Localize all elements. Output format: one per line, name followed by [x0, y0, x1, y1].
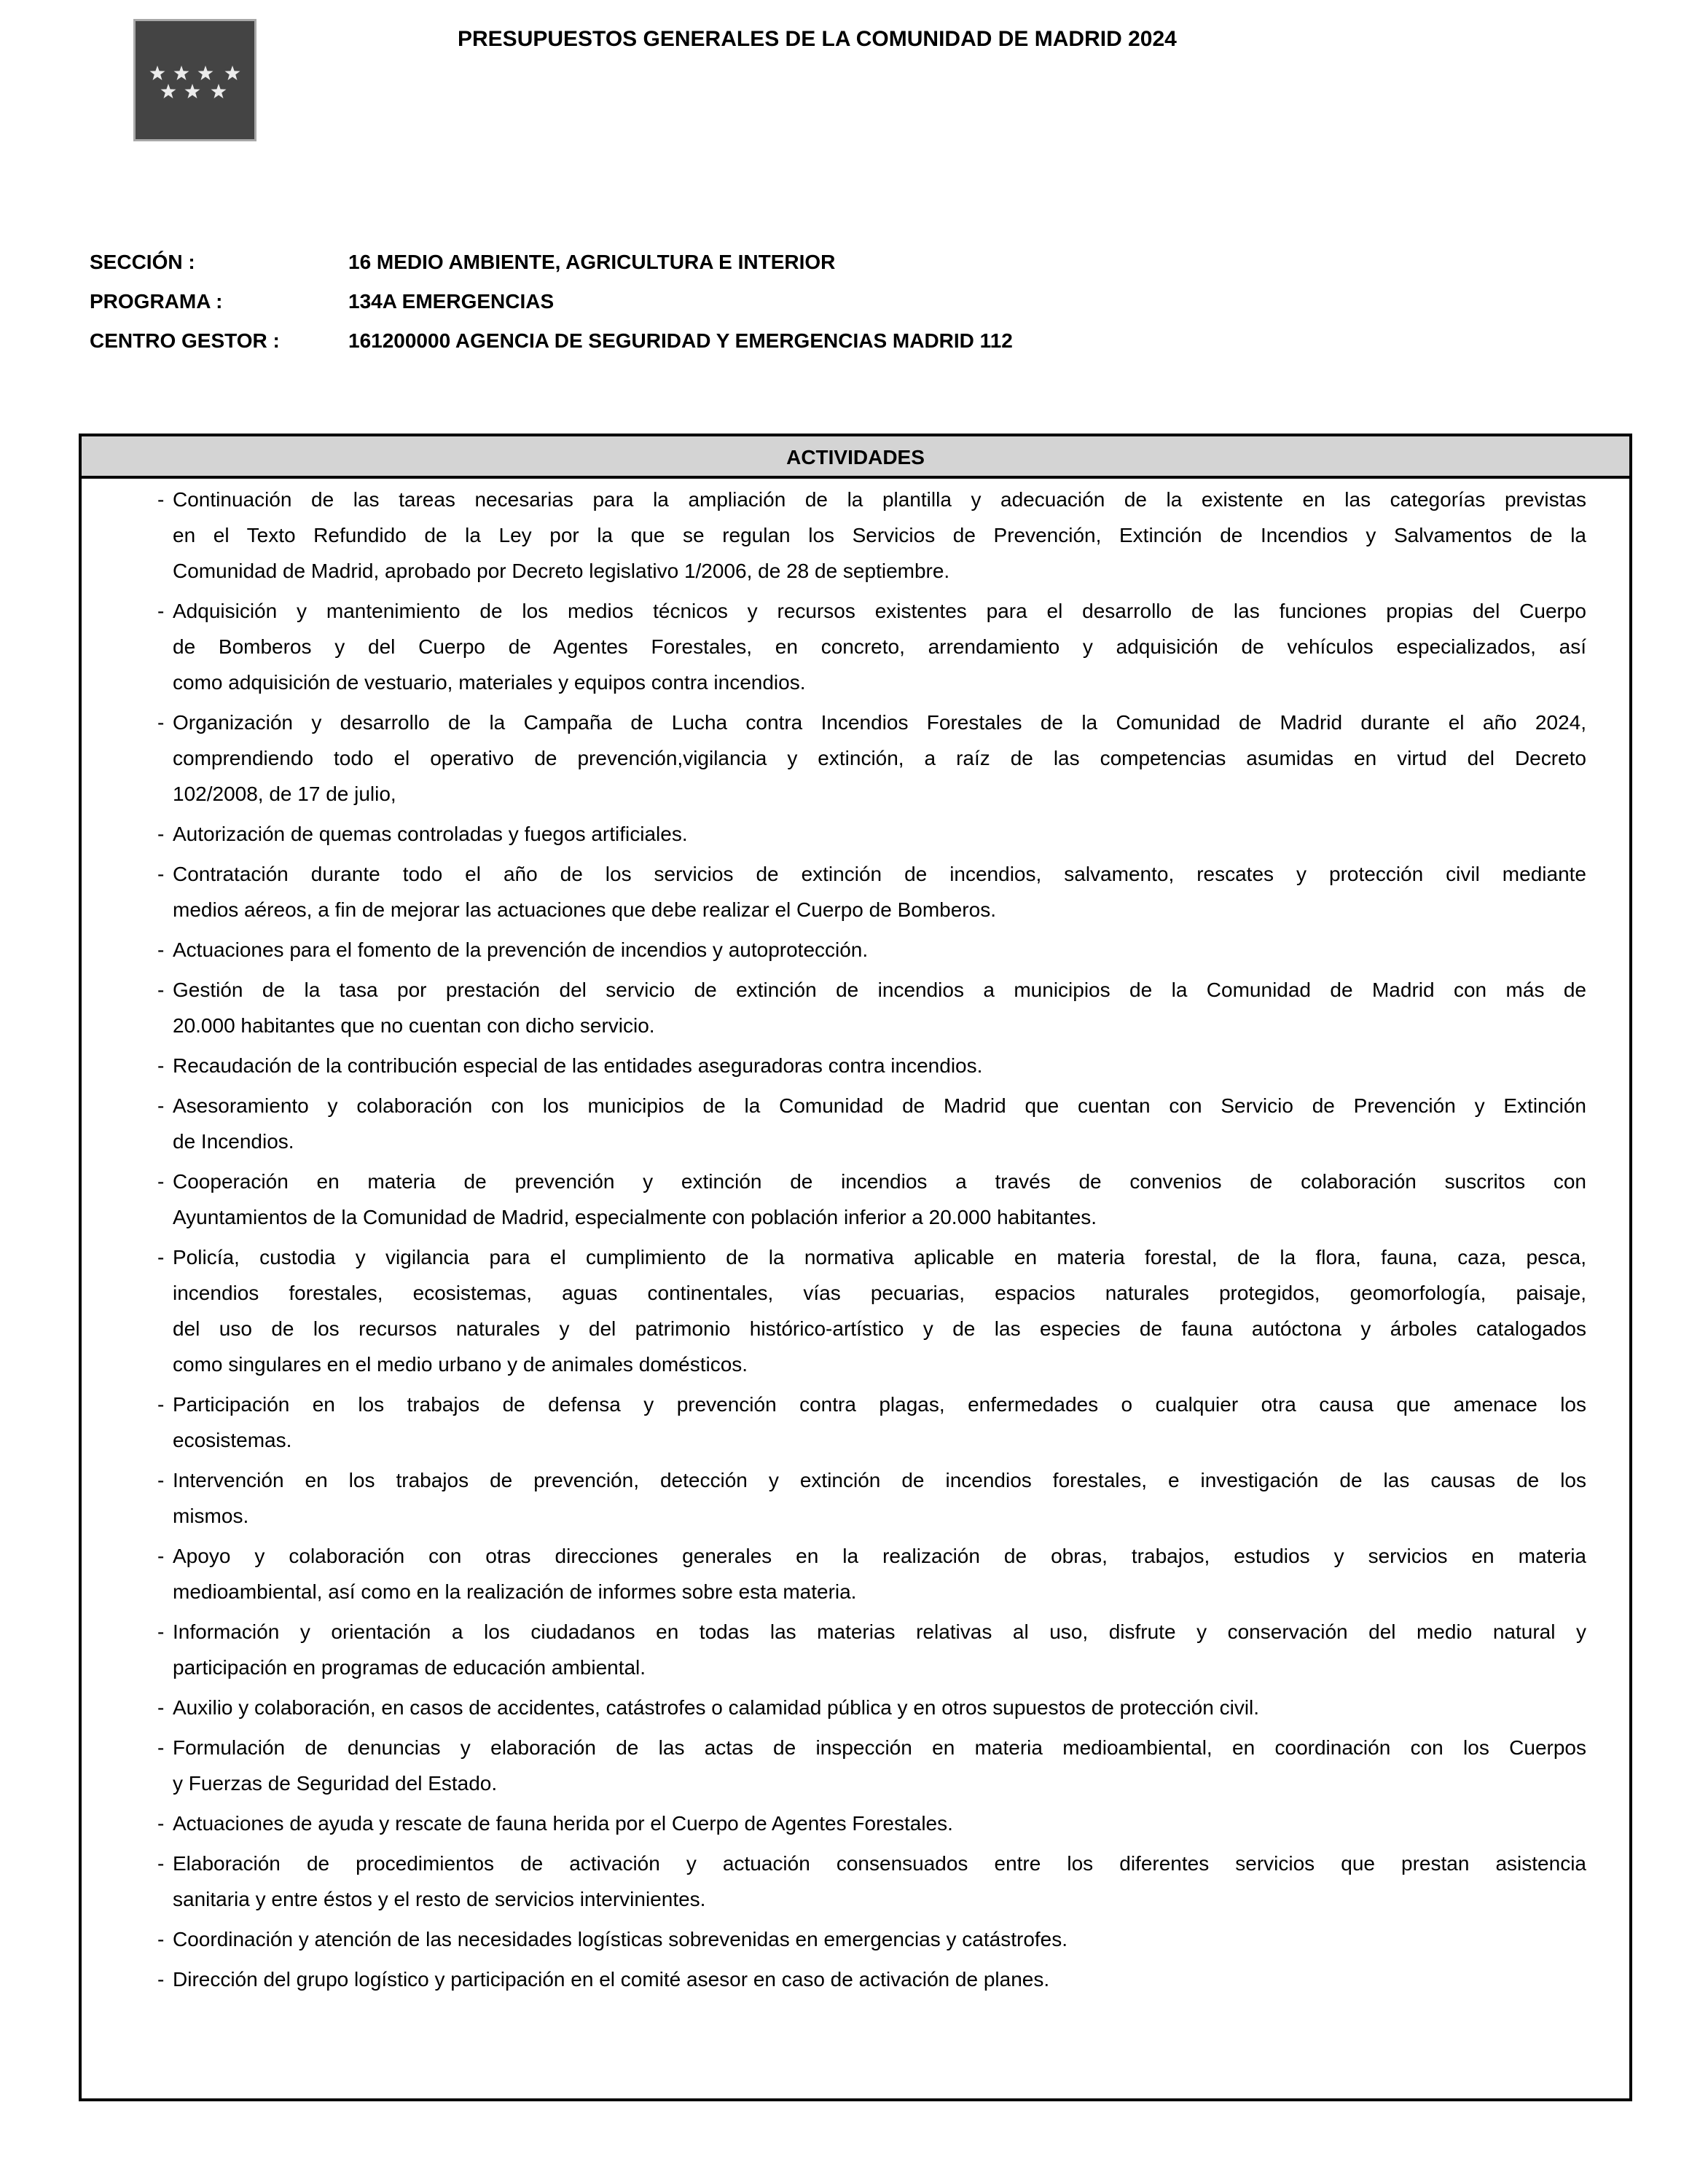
activity-line: Información y orientación a los ciudadanos en todas las materias relativas al uso, disfrute y conservación del medio natural y [173, 1620, 1586, 1643]
activity-line: mismos. [173, 1505, 249, 1527]
activity-item [82, 1730, 1586, 1801]
activity-item [82, 1961, 1586, 1997]
activity-line: de Bomberos y del Cuerpo de Agentes Forestales, en concreto, arrendamiento y adquisición de vehículos especializados, así [173, 635, 1586, 658]
bullet-dash: - [157, 1246, 165, 1269]
bullet-dash: - [157, 979, 165, 1001]
activity-item [82, 1921, 1586, 1957]
activity-line: Autorización de quemas controladas y fuegos artificiales. [173, 823, 688, 845]
meta-label: CENTRO GESTOR : [90, 329, 280, 352]
bullet-dash: - [157, 1620, 165, 1643]
activity-line: como adquisición de vestuario, materiales y equipos contra incendios. [173, 671, 806, 694]
activity-item [82, 1846, 1586, 1917]
bullet-dash: - [157, 1852, 165, 1875]
bullet-dash: - [157, 488, 165, 511]
activity-line: Actuaciones de ayuda y rescate de fauna herida por el Cuerpo de Agentes Forestales. [173, 1812, 953, 1835]
activity-line: Organización y desarrollo de la Campaña de Lucha contra Incendios Forestales de la Comunidad de Madrid durante el año 2024, [173, 711, 1586, 734]
activity-line: Actuaciones para el fomento de la prevención de incendios y autoprotección. [173, 938, 869, 961]
meta-label: PROGRAMA : [90, 290, 223, 313]
meta-label: SECCIÓN : [90, 251, 195, 273]
activity-line: Recaudación de la contribución especial de las entidades aseguradoras contra incendios. [173, 1054, 983, 1077]
bullet-dash: - [157, 1696, 165, 1719]
bullet-dash: - [157, 1812, 165, 1835]
bullet-dash: - [157, 600, 165, 622]
document-title: PRESUPUESTOS GENERALES DE LA COMUNIDAD DE MADRID 2024 [458, 27, 1177, 51]
meta-value: 161200000 AGENCIA DE SEGURIDAD Y EMERGENCIAS MADRID 112 [348, 329, 1013, 352]
activity-line: como singulares en el medio urbano y de animales domésticos. [173, 1353, 748, 1376]
activity-line: Asesoramiento y colaboración con los municipios de la Comunidad de Madrid que cuentan con Servicio de Prevención y Extinción [173, 1094, 1586, 1117]
activity-line: participación en programas de educación ambiental. [173, 1656, 646, 1679]
seven-stars-icon [136, 21, 254, 139]
activity-line: Contratación durante todo el año de los servicios de extinción de incendios, salvamento, rescates y protección civil mediante [173, 863, 1586, 885]
activity-line: Apoyo y colaboración con otras direcciones generales en la realización de obras, trabajos, estudios y servicios en materia [173, 1545, 1586, 1567]
bullet-dash: - [157, 1393, 165, 1416]
bullet-dash: - [157, 711, 165, 734]
activity-line: Gestión de la tasa por prestación del servicio de extinción de incendios a municipios de la Comunidad de Madrid con más de [173, 979, 1586, 1001]
activity-line: Formulación de denuncias y elaboración de las actas de inspección en materia medioambiental, en coordinación con los Cuerpos [173, 1736, 1586, 1759]
activity-line: medioambiental, así como en la realización de informes sobre esta materia. [173, 1580, 857, 1603]
activity-line: Intervención en los trabajos de prevención, detección y extinción de incendios forestales, e investigación de las causas de los [173, 1469, 1586, 1491]
activity-line: ecosistemas. [173, 1429, 292, 1451]
bullet-dash: - [157, 1545, 165, 1567]
activity-line: medios aéreos, a fin de mejorar las actuaciones que debe realizar el Cuerpo de Bomberos. [173, 898, 996, 921]
activity-item [82, 816, 1586, 852]
activity-line: sanitaria y entre éstos y el resto de servicios intervinientes. [173, 1888, 706, 1910]
actividades-table [79, 434, 1632, 2101]
bullet-dash: - [157, 938, 165, 961]
activity-line: 20.000 habitantes que no cuentan con dicho servicio. [173, 1014, 655, 1037]
activity-line: Continuación de las tareas necesarias para la ampliación de la plantilla y adecuación de la existente en las categorías previstas [173, 488, 1586, 511]
activity-line: 102/2008, de 17 de julio, [173, 783, 396, 805]
activity-item [82, 593, 1586, 700]
activity-item [82, 1164, 1586, 1235]
meta-value: 16 MEDIO AMBIENTE, AGRICULTURA E INTERIOR [348, 251, 836, 273]
bullet-dash: - [157, 1469, 165, 1491]
bullet-dash: - [157, 1968, 165, 1991]
activity-item [82, 932, 1586, 968]
bullet-dash: - [157, 1170, 165, 1193]
bullet-dash: - [157, 1928, 165, 1950]
bullet-dash: - [157, 823, 165, 845]
activity-line: incendios forestales, ecosistemas, aguas continentales, vías pecuarias, espacios naturales protegidos, geomorfología, paisaje, [173, 1282, 1586, 1304]
activity-item [82, 1387, 1586, 1458]
activity-line: Auxilio y colaboración, en casos de accidentes, catástrofes o calamidad pública y en otros supuestos de protección civil. [173, 1696, 1260, 1719]
activity-item [82, 1462, 1586, 1534]
activity-line: y Fuerzas de Seguridad del Estado. [173, 1772, 498, 1795]
activity-line: Adquisición y mantenimiento de los medios técnicos y recursos existentes para el desarrollo de las funciones propias del Cuerpo [173, 600, 1586, 622]
activity-line: en el Texto Refundido de la Ley por la que se regulan los Servicios de Prevención, Extinción de Incendios y Salvamentos de la [173, 524, 1586, 546]
activity-line: Elaboración de procedimientos de activación y actuación consensuados entre los diferentes servicios que prestan asistencia [173, 1852, 1586, 1875]
activity-list [82, 482, 1629, 2001]
activity-item [82, 482, 1586, 589]
activity-line: Comunidad de Madrid, aprobado por Decreto legislativo 1/2006, de 28 de septiembre. [173, 560, 950, 582]
activity-line: Dirección del grupo logístico y participación en el comité asesor en caso de activación de planes. [173, 1968, 1050, 1991]
activity-line: Cooperación en materia de prevención y extinción de incendios a través de convenios de colaboración suscritos con [173, 1170, 1586, 1193]
activity-line: del uso de los recursos naturales y del patrimonio histórico-artístico y de las especies de fauna autóctona y árboles catalogados [173, 1317, 1586, 1340]
bullet-dash: - [157, 863, 165, 885]
bullet-dash: - [157, 1094, 165, 1117]
activity-item [82, 1239, 1586, 1382]
madrid-logo [133, 19, 256, 141]
activity-line: Policía, custodia y vigilancia para el cumplimiento de la normativa aplicable en materia forestal, de la flora, fauna, caza, pesca, [173, 1246, 1586, 1269]
activity-item [82, 1048, 1586, 1083]
activity-item [82, 1614, 1586, 1685]
activity-line: Coordinación y atención de las necesidades logísticas sobrevenidas en emergencias y catástrofes. [173, 1928, 1068, 1950]
activity-line: comprendiendo todo el operativo de prevención,vigilancia y extinción, a raíz de las competencias asumidas en virtud del Decreto [173, 747, 1586, 769]
activity-item [82, 1088, 1586, 1159]
activity-item [82, 1805, 1586, 1841]
meta-value: 134A EMERGENCIAS [348, 290, 555, 313]
bullet-dash: - [157, 1736, 165, 1759]
activity-line: Ayuntamientos de la Comunidad de Madrid, especialmente con población inferior a 20.000 habitantes. [173, 1206, 1097, 1228]
activity-item [82, 856, 1586, 928]
activity-item [82, 1690, 1586, 1725]
activity-line: Participación en los trabajos de defensa y prevención contra plagas, enfermedades o cualquier otra causa que amenace los [173, 1393, 1586, 1416]
table-heading: ACTIVIDADES [82, 436, 1629, 479]
activity-line: de Incendios. [173, 1130, 294, 1153]
activity-item [82, 972, 1586, 1043]
bullet-dash: - [157, 1054, 165, 1077]
activity-item [82, 1538, 1586, 1609]
activity-item [82, 705, 1586, 812]
